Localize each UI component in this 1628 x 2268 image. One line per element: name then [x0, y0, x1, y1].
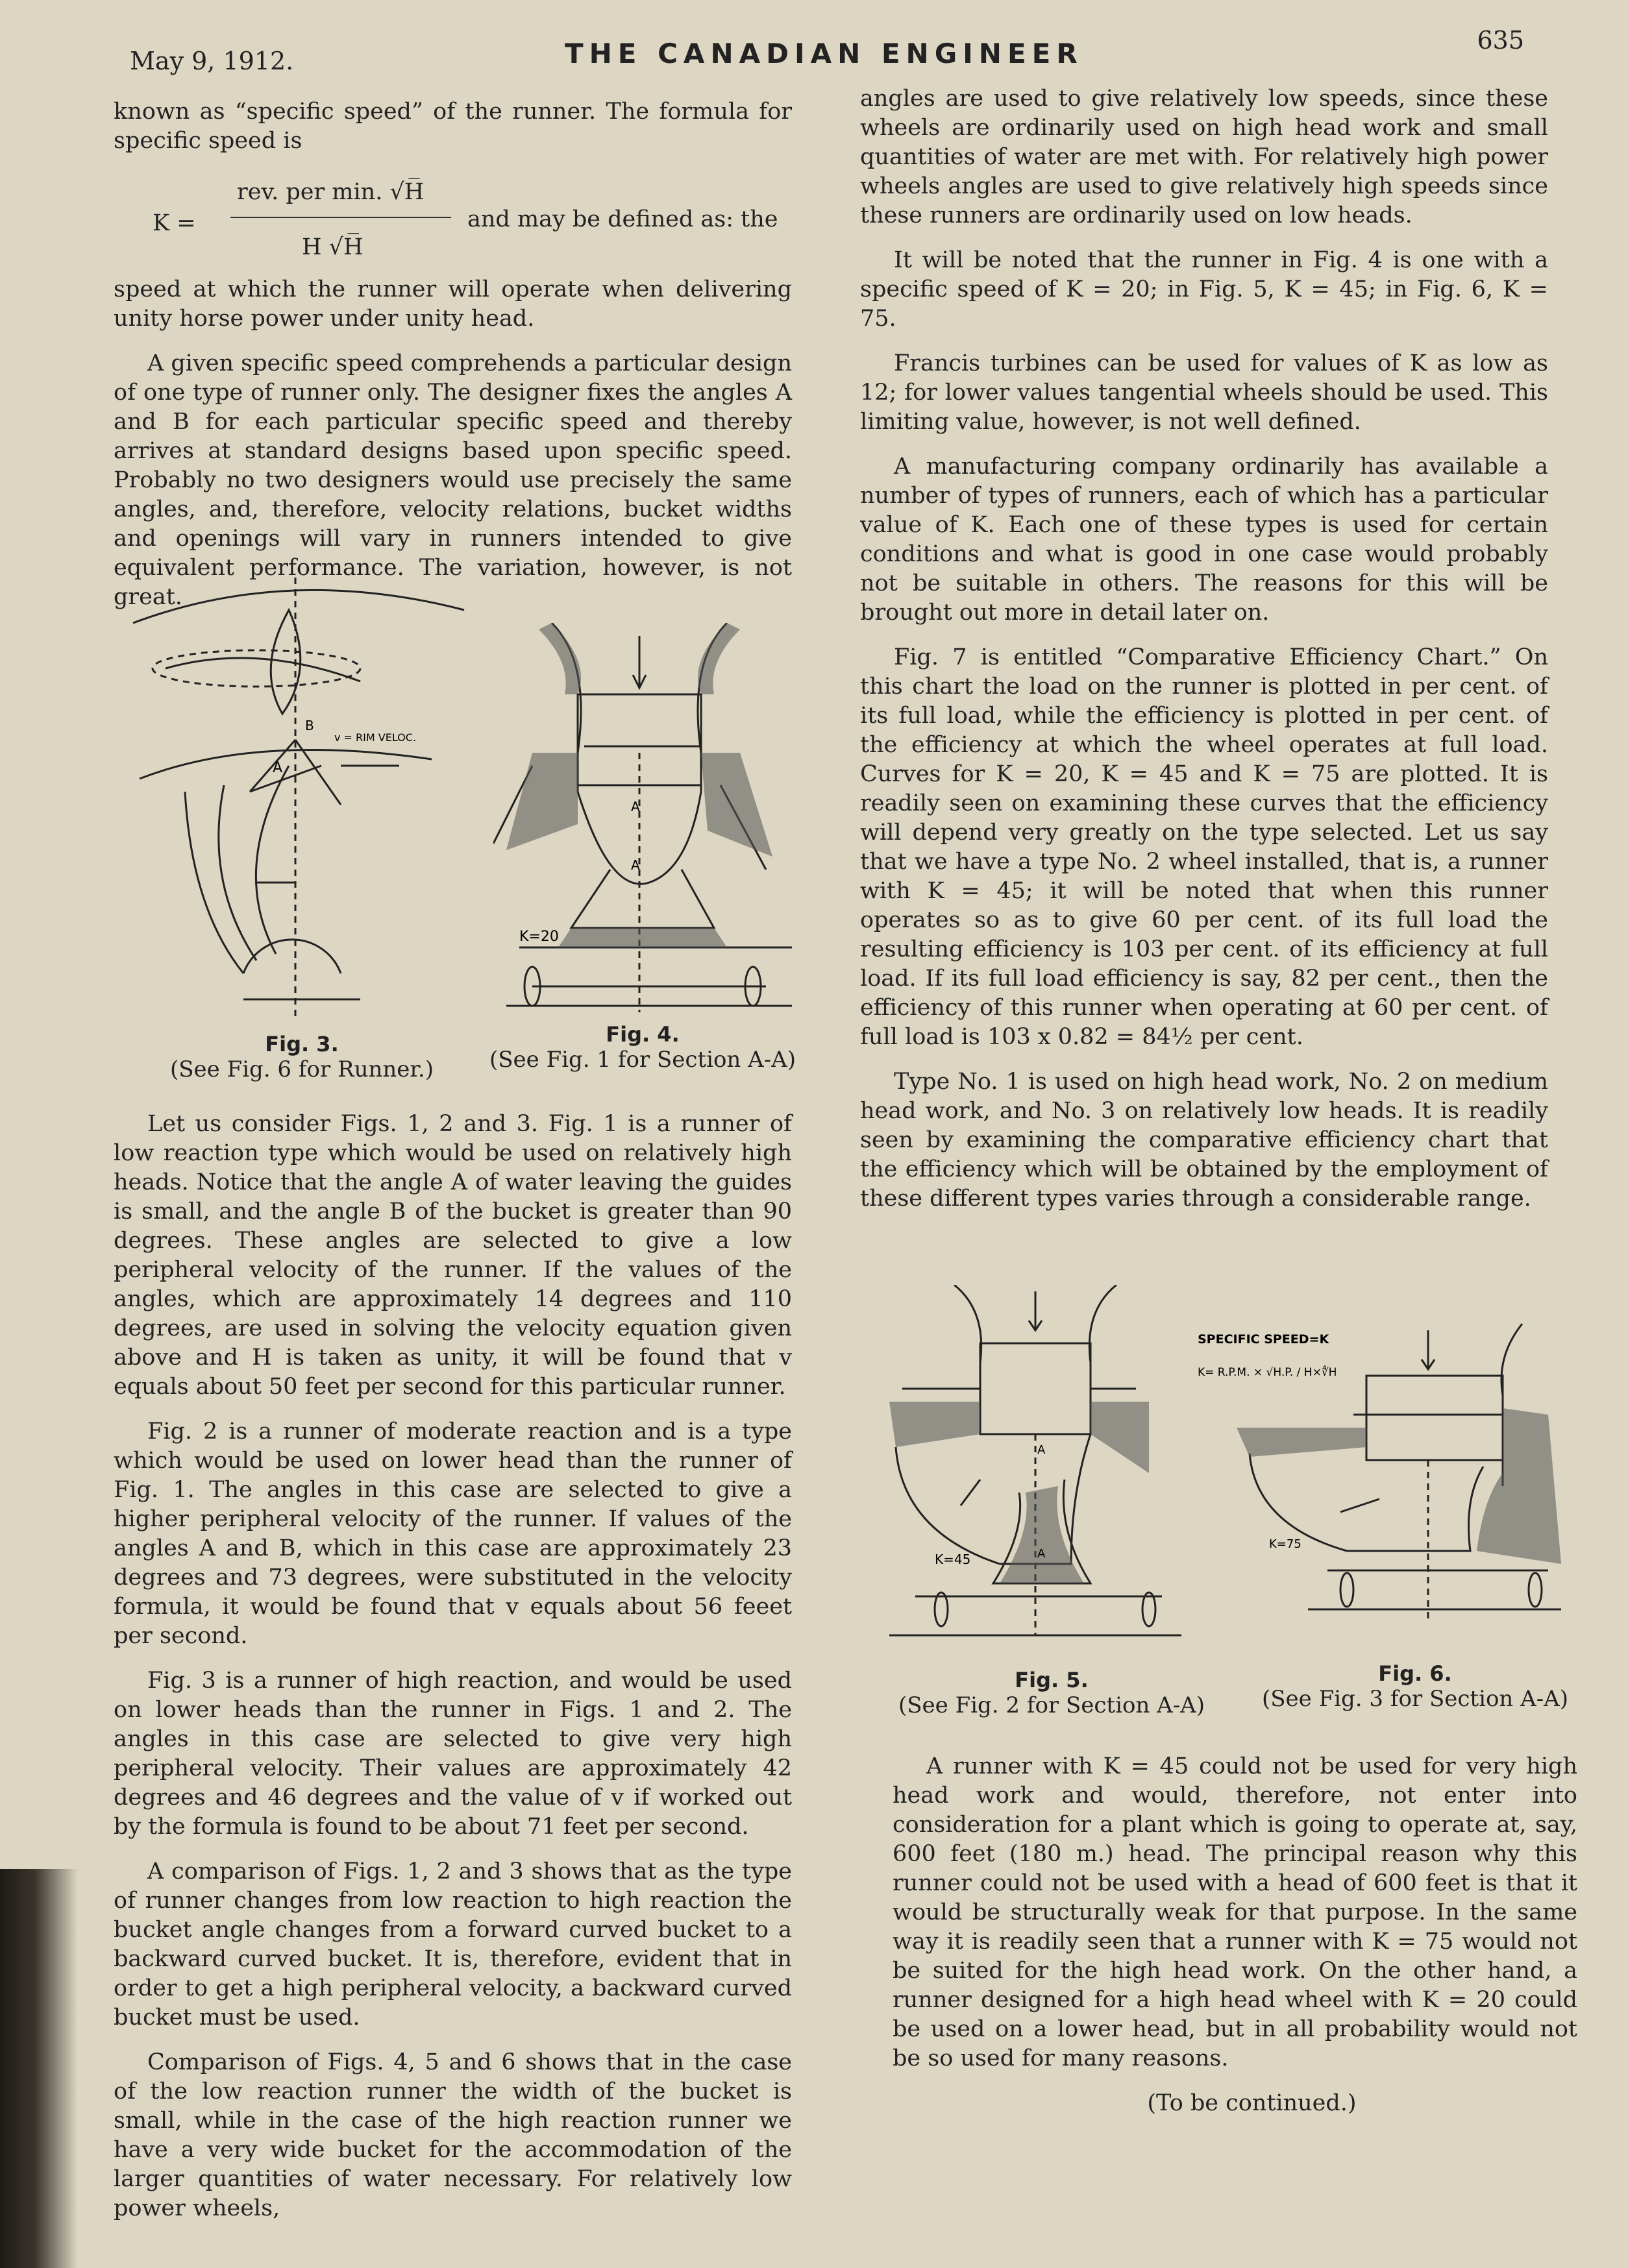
fraction-bar: [230, 217, 451, 218]
figure-5-diagram: [876, 1285, 1188, 1648]
fig3-rim-label: v = RIM VELOC.: [334, 731, 417, 744]
caption-text: (See Fig. 6 for Runner.): [169, 1056, 434, 1082]
fig6-formula: K= R.P.M. × √H.P. / H×∜H: [1198, 1366, 1337, 1379]
paragraph: angles are used to give relatively low speeds, since these wheels are ordinarily used on high head work and small quantities of water are met with. For relatively high power wheels angles are used to give relatively high speeds since these runners are ordinarily used on low heads.: [860, 86, 1548, 228]
paragraph: A manufacturing company ordinarily has available a number of types of runners, each of which has a particular value of K. Each one of these types is used for certain conditions and what is good in one case would probably not be suitable in others. The reasons for this will be brought out more in detail later on.: [860, 454, 1548, 626]
caption-text: (See Fig. 3 for Section A-A): [1261, 1686, 1569, 1712]
to-be-continued: (To be continued.): [1147, 2090, 1357, 2116]
formula-lhs: K =: [153, 210, 196, 236]
caption-text: (See Fig. 1 for Section A-A): [489, 1047, 796, 1073]
formula-denominator: H √H̅: [302, 234, 364, 260]
svg-text:K=20: K=20: [519, 929, 559, 945]
paragraph: Let us consider Figs. 1, 2 and 3. Fig. 1 is a runner of low reaction type which would be used on relatively high heads. Notice that the angle A of water leaving the guides is small, and the angle B of the bucket is greater than 90 degrees. These angles are selected to give a low peripheral velocity of the runner. If the values of the angles, which are approximately 14 degrees and 110 degrees, are used in solving the velocity equation given above and H is taken as unity, it will be found that v equals about 50 feet per second for this particular runner.: [114, 1111, 792, 1400]
paragraph: A comparison of Figs. 1, 2 and 3 shows that as the type of runner changes from low reaction to high reaction the bucket angle changes from a forward curved bucket to a backward curved bucket. It is, therefore, evident that in order to get a high peripheral velocity, a backward curved bucket must be used.: [114, 1859, 792, 2030]
caption-text: (See Fig. 2 for Section A-A): [898, 1692, 1205, 1718]
figure-label: Fig. 3.: [265, 1032, 339, 1056]
svg-text:B: B: [305, 718, 314, 733]
figure-4-caption: [474, 1022, 811, 1073]
paragraph: speed at which the runner will operate when delivering unity horse power under unity head.: [114, 276, 792, 332]
page-number: 635: [1477, 26, 1524, 55]
figure-6-caption: [1233, 1661, 1597, 1712]
svg-text:A: A: [1037, 1547, 1046, 1561]
formula-numerator: rev. per min. √H̅: [237, 179, 425, 205]
formula-tail: and may be defined as: the: [467, 206, 778, 232]
paragraph: Francis turbines can be used for values of K as low as 12; for lower values tangential wheels should be used. This limiting value, however, is not well defined.: [860, 350, 1548, 435]
svg-text:A: A: [631, 799, 640, 814]
right-column-top: [860, 84, 1548, 1229]
figure-6-diagram: [1198, 1317, 1574, 1629]
specific-speed-formula: [114, 171, 792, 269]
figure-label: Fig. 5.: [1015, 1668, 1089, 1692]
issue-date: May 9, 1912.: [130, 47, 294, 75]
figure-5-caption: [876, 1668, 1227, 1718]
figure-3-diagram: [127, 571, 477, 1025]
masthead: THE CANADIAN ENGINEER: [565, 38, 1083, 69]
svg-text:K=45: K=45: [935, 1552, 971, 1567]
svg-text:A: A: [1037, 1443, 1046, 1457]
paragraph: Type No. 1 is used on high head work, No. 2 on medium head work, and No. 3 on relatively low heads. It is readily seen by examining the comparative efficiency chart that the efficiency which will be obtained by the employment of these different types varies through a considerable range.: [860, 1069, 1548, 1212]
paragraph: Fig. 3 is a runner of high reaction, and would be used on lower heads than the runner in Figs. 1 and 2. The angles in this case are selected to give very high peripheral velocity. Their values are approximately 42 degrees and 46 degrees and the value of v if worked out by the formula is found to be about 71 feet per second.: [114, 1668, 792, 1840]
page-header: [130, 26, 1524, 78]
book-spine-shadow: [0, 1869, 78, 2268]
left-column-top: [114, 97, 792, 628]
figure-label: Fig. 4.: [606, 1022, 680, 1047]
figure-4-diagram: [493, 623, 805, 1025]
left-column-bottom: [114, 1110, 792, 2239]
fig6-title: SPECIFIC SPEED=K: [1198, 1332, 1329, 1347]
figure-3-caption: [114, 1032, 490, 1082]
paragraph: It will be noted that the runner in Fig. 4 is one with a specific speed of K = 20; in Fig. 5, K = 45; in Fig. 6, K = 75.: [860, 247, 1548, 332]
right-column-bottom: [893, 1752, 1577, 2134]
paragraph: Fig. 2 is a runner of moderate reaction and is a type which would be used on lower head than the runner of Fig. 1. The angles in this case are selected to give a higher peripheral velocity of the runner. If values of the angles A and B, which in this case are approximately 23 degrees and 73 degrees, were substituted in the velocity formula, it would be found that v equals about 56 feeet per second.: [114, 1419, 792, 1649]
paragraph: Fig. 7 is entitled “Comparative Efficiency Chart.” On this chart the load on the runner is plotted in per cent. of its full load, while the efficiency is plotted in per cent. of the efficiency at which the wheel operates at full load. Curves for K = 20, K = 45 and K = 75 are plotted. It is readily seen on examining these curves that the efficiency will depend very greatly on the type selected. Let us say that we have a type No. 2 wheel installed, that is, a runner with K = 45; it will be noted that when this runner operates so as to give 60 per cent. of its full load the resulting efficiency is 103 per cent. of its efficiency at full load. If its full load efficiency is say, 82 per cent., then the efficiency of this runner when operating at 60 per cent. of full load is 103 x 0.82 = 84½ per cent.: [860, 644, 1548, 1050]
svg-text:A: A: [631, 857, 640, 873]
paragraph: known as “specific speed” of the runner. The formula for specific speed is: [114, 99, 792, 154]
svg-text:A: A: [273, 760, 283, 776]
paragraph: Comparison of Figs. 4, 5 and 6 shows that in the case of the low reaction runner the width of the bucket is small, while in the case of the high reaction runner we have a very wide bucket for the accommodation of the larger quantities of water necessary. For relatively low power wheels,: [114, 2049, 792, 2221]
paragraph: A given specific speed comprehends a particular design of one type of runner only. The designer fixes the angles A and B for each particular specific speed and thereby arrives at standard designs based upon specific speed. Probably no two designers would use precisely the same angles, and, therefore, velocity relations, bucket widths and openings will vary in runners intended to give equivalent performance. The variation, however, is not great.: [114, 350, 792, 610]
svg-text:K=75: K=75: [1269, 1537, 1301, 1551]
figure-label: Fig. 6.: [1378, 1661, 1452, 1686]
paragraph: A runner with K = 45 could not be used for very high head work and would, therefore, not enter into consideration for a plant which is going to operate at, say, 600 feet (180 m.) head. The principal reason why this runner could not be used with a head of 600 feet is that it would be structurally weak for that purpose. In the same way it is readily seen that a runner with K = 75 would not be suited for the high head work. On the other hand, a runner designed for a high head wheel with K = 20 could be used on a lower head, but in all probability would not be so used for many reasons.: [893, 1753, 1577, 2071]
